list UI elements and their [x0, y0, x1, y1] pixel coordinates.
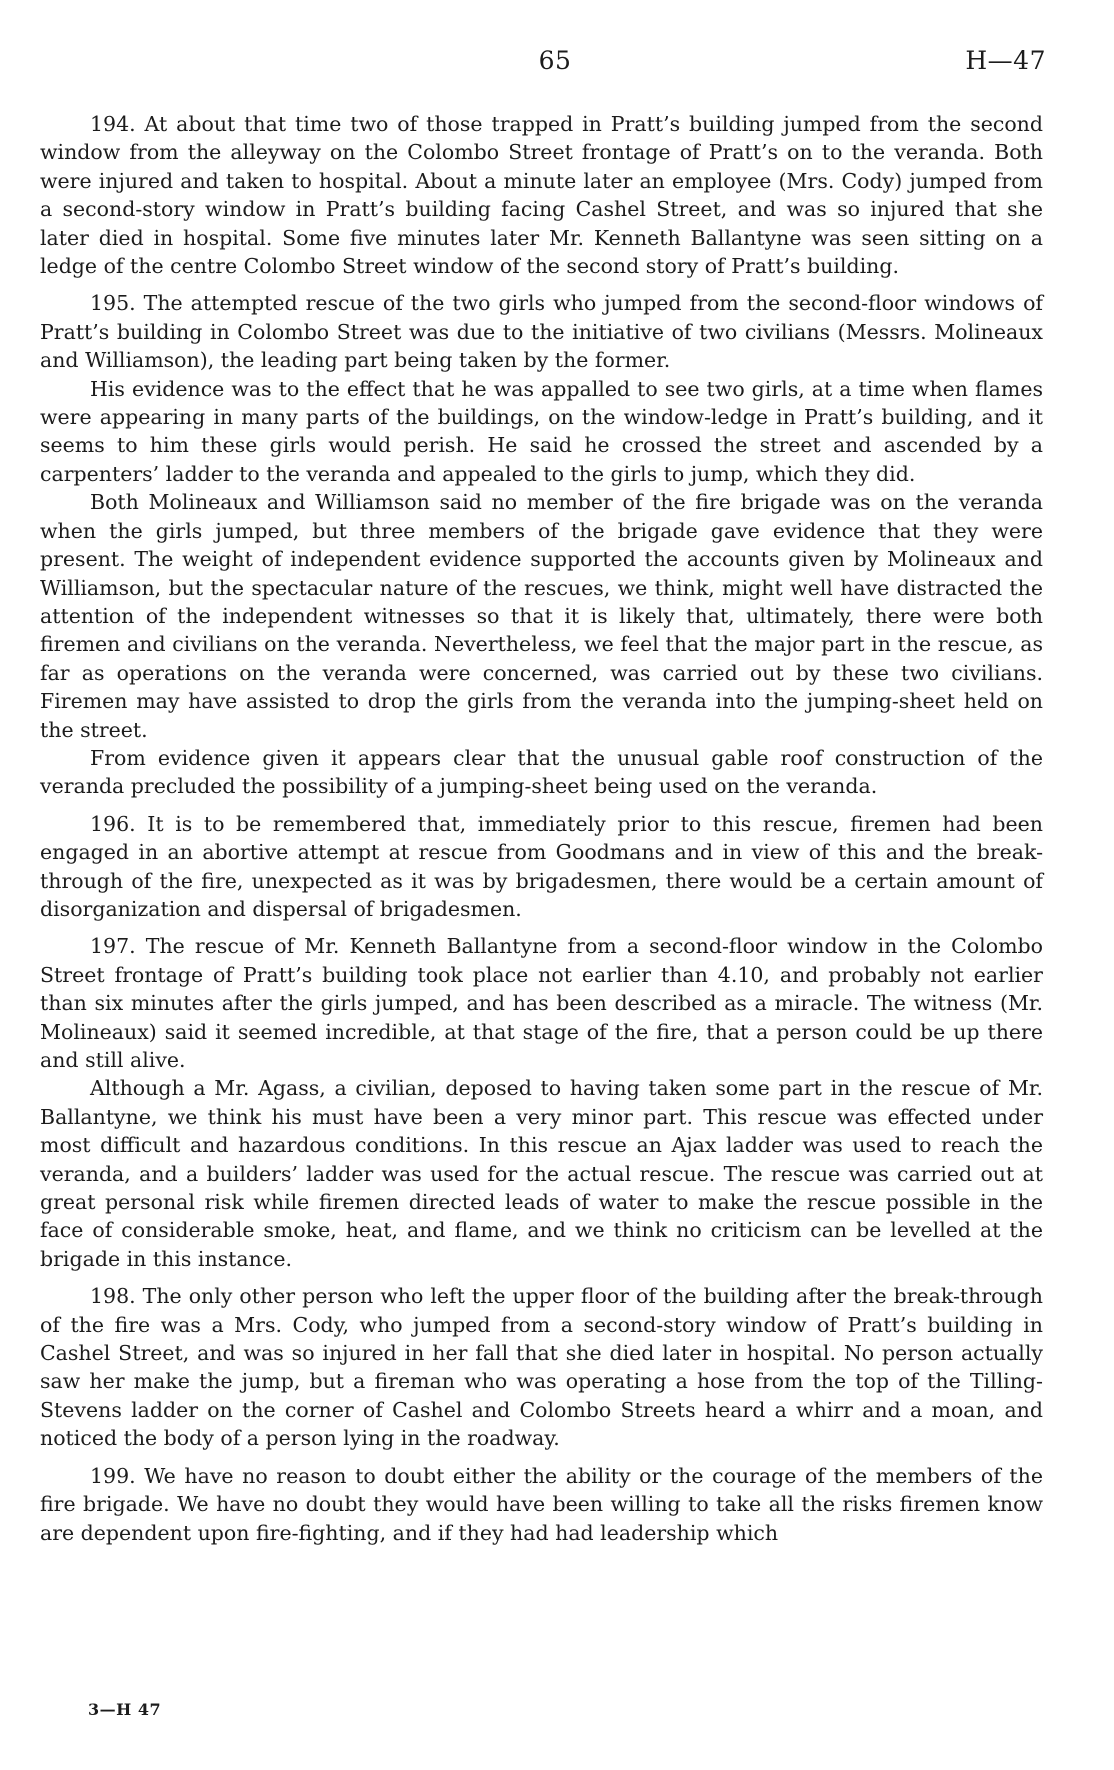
paragraph-text: The rescue of Mr. Kenneth Ballantyne from a second-floor window in the Colombo Street frontage of Pratt’s building took place not earlier than 4.10, and probably not earlier than six minutes after the girls jumped, and has been described as a miracle. The witness (Mr. Molineaux) said it seemed incredible, at that stage of the fire, that a person could be up there and still alive.: [40, 934, 1043, 1072]
paragraph-text: The attempted rescue of the two girls who jumped from the second-floor windows of Pratt’s building in Colombo Street was due to the initiative of two civilians (Messrs. Molineaux and Williamson), the leading part being taken by the former.: [40, 291, 1043, 373]
paragraph-text: We have no reason to doubt either the ability or the courage of the members of the fire brigade. We have no doubt they would have been willing to take all the risks firemen know are dependent upon fire-fighting, and if they had had leadership which: [40, 1463, 1043, 1545]
paragraph-text: Although a Mr. Agass, a civilian, deposed to having taken some part in the rescue of Mr. Ballantyne, we think his must have been a very minor part. This rescue was effected under most difficult and hazardous conditions. In this rescue an Ajax ladder was used to reach the veranda, and a builders’ ladder was used for the actual rescue. The rescue was carried out at great personal risk while firemen directed leads of water to make the rescue possible in the face of considerable smoke, heat, and flame, and we think no criticism can be levelled at the brigade in this instance.: [40, 1076, 1043, 1271]
body-text: [40, 110, 1043, 1547]
paragraph-196: [40, 810, 1043, 924]
paragraph-text: From evidence given it appears clear that the unusual gable roof construction of the veranda precluded the possibility of a jumping-sheet being used on the veranda.: [40, 745, 1043, 799]
paragraph-197: [40, 932, 1043, 1074]
paragraph-198: [40, 1282, 1043, 1452]
paragraph-number: 196.: [90, 811, 136, 836]
paragraph-number: 198.: [90, 1284, 136, 1309]
document-reference: H—47: [965, 46, 1046, 75]
paragraph-199: [40, 1462, 1043, 1547]
paragraph-197-agass: [40, 1074, 1043, 1273]
paragraph-text: Both Molineaux and Williamson said no member of the fire brigade was on the veranda when the girls jumped, but three members of the brigade gave evidence that they were present. The weight of independent evidence supported the accounts given by Molineaux and Williamson, but the spectacular nature of the rescues, we think, might well have distracted the attention of the independent witnesses so that it is likely that, ultimately, there were both firemen and civilians on the veranda. Nevertheless, we feel that the major part in the rescue, as far as operations on the veranda were concerned, was carried out by these two civilians. Firemen may have assisted to drop the girls from the veranda into the jumping-sheet held on the street.: [40, 490, 1043, 742]
paragraph-number: 199.: [90, 1463, 136, 1488]
paragraph-195-evidence: [40, 375, 1043, 489]
paragraph-text: The only other person who left the upper floor of the building after the break-through of the fire was a Mrs. Cody, who jumped from a second-story window of Pratt’s building in Cashel Street, and was so injured in her fall that she died later in hospital. No person actually saw her make the jump, but a fireman who was operating a hose from the top of the Tilling-Stevens ladder on the corner of Cashel and Colombo Streets heard a whirr and a moan, and noticed the body of a person lying in the roadway.: [40, 1284, 1043, 1451]
printer-signature: 3—H 47: [88, 1700, 162, 1719]
paragraph-number: 197.: [90, 934, 136, 959]
paragraph-text: His evidence was to the effect that he was appalled to see two girls, at a time when flames were appearing in many parts of the buildings, on the window-ledge in Pratt’s building, and it seems to him these girls would perish. He said he crossed the street and ascended by a carpenters’ ladder to the veranda and appealed to the girls to jump, which they did.: [40, 376, 1043, 486]
paragraph-195-witnesses: [40, 488, 1043, 744]
paragraph-text: It is to be remembered that, immediately prior to this rescue, firemen had been engaged in an abortive attempt at rescue from Goodmans and in view of this and the break-through of the fire, unexpected as it was by brigadesmen, there would be a certain amount of disorganization and dispersal of brigadesmen.: [40, 811, 1043, 921]
page-number: 65: [538, 46, 572, 75]
paragraph-195-gable-roof: [40, 744, 1043, 801]
paragraph-195: [40, 289, 1043, 374]
paragraph-number: 194.: [90, 112, 136, 136]
paragraph-text: At about that time two of those trapped in Pratt’s building jumped from the second window from the alleyway on the Colombo Street frontage of Pratt’s on to the veranda. Both were injured and taken to hospital. About a minute later an employee (Mrs. Cody) jumped from a second-story window in Pratt’s building facing Cashel Street, and was so injured that she later died in hospital. Some five minutes later Mr. Kenneth Ballantyne was seen sitting on a ledge of the centre Colombo Street window of the second story of Pratt’s building.: [40, 112, 1043, 279]
paragraph-number: 195.: [90, 291, 136, 316]
paragraph-194: [40, 110, 1043, 280]
